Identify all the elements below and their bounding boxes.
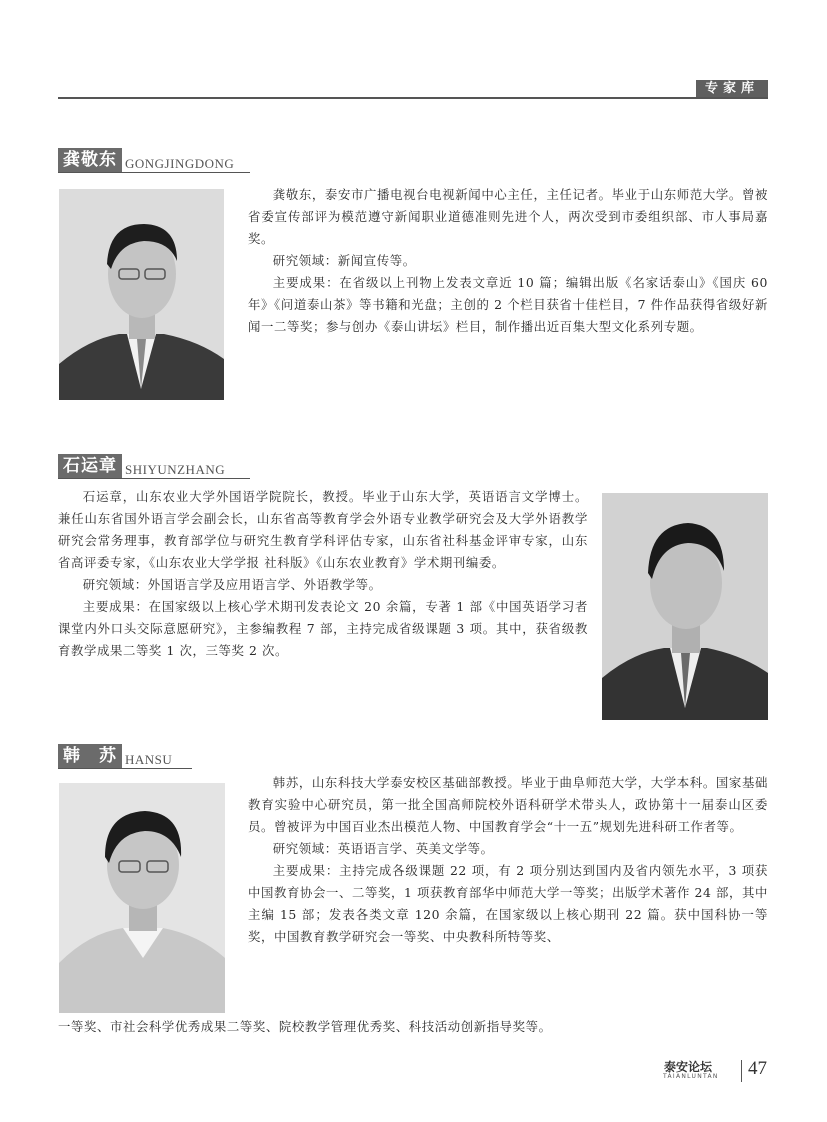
- expert-3-heading: [58, 744, 192, 769]
- expert-1-heading: [58, 148, 250, 173]
- expert-3-bio-continued: [58, 1016, 768, 1038]
- footer-divider: [741, 1060, 742, 1082]
- expert-1-pinyin: GONGJINGDONG: [125, 156, 235, 171]
- expert-1-bio: [248, 184, 768, 338]
- expert-3-pinyin: HANSU: [125, 752, 173, 767]
- expert-2-bio-paragraph: 石运章，山东农业大学外国语学院院长，教授。毕业于山东大学，英语语言文学博士。兼任山东省国外语言学会副会长，山东省高等教育学会外语专业教学研究会及大学外语教学研究会常务理事，教育部学位与研究生教育学科评估专家，山东省社科基金评审专家，山东省高评委专家，《山东农业大学学报 社科版》《山东农业教育》学术期刊编委。: [58, 489, 588, 570]
- expert-1-research-field: 研究领域：新闻宣传等。: [272, 253, 416, 268]
- name-underline: [58, 768, 192, 769]
- expert-2-achievements: 主要成果：在国家级以上核心学术期刊发表论文 20 余篇，专著 1 部《中国英语学习者课堂内外口头交际意愿研究》，主参编教程 7 部，主持完成省级课题 3 项。其中，获省级教育教学成果二等奖 1 次，三等奖 2 次。: [58, 599, 588, 658]
- page-number: 47: [748, 1058, 767, 1079]
- expert-2-research-field: 研究领域：外国语言学及应用语言学、外语教学等。: [82, 577, 382, 592]
- expert-1-portrait-photo: [59, 189, 224, 400]
- expert-3-achievements-continued: 一等奖、市社会科学优秀成果二等奖、院校教学管理优秀奖、科技活动创新指导奖等。: [58, 1019, 552, 1034]
- expert-2-name: 石运章: [58, 454, 122, 478]
- name-underline: [58, 172, 250, 173]
- expert-3-name: 韩 苏: [58, 744, 122, 768]
- expert-2-portrait-photo: [602, 493, 768, 720]
- expert-3-bio: [248, 772, 768, 948]
- name-underline: [58, 478, 250, 479]
- expert-2-bio: [58, 486, 588, 662]
- expert-1-name: 龚敬东: [58, 148, 122, 172]
- expert-3-research-field: 研究领域：英语语言学、英美文学等。: [272, 841, 494, 856]
- journal-brand-pinyin: TAIANLUNTAN: [663, 1073, 719, 1080]
- expert-3-bio-paragraph: 韩苏，山东科技大学泰安校区基础部教授。毕业于曲阜师范大学，大学本科。国家基础教育实验中心研究员，第一批全国高师院校外语科研学术带头人，政协第十一届泰山区委员。曾被评为中国百业杰出模范人物、中国教育学会“十一五”规划先进科研工作者等。: [248, 775, 768, 834]
- header-rule: [58, 97, 768, 99]
- expert-1-achievements: 主要成果：在省级以上刊物上发表文章近 10 篇；编辑出版《名家话泰山》《国庆 60 年》《问道泰山茶》等书籍和光盘；主创的 2 个栏目获省十佳栏目，7 件作品获得省级好新闻一二等奖；参与创办《泰山讲坛》栏目，制作播出近百集大型文化系列专题。: [248, 275, 768, 334]
- journal-brand: 泰安论坛: [664, 1060, 713, 1074]
- expert-3-achievements: 主要成果：主持完成各级课题 22 项，有 2 项分别达到国内及省内领先水平，3 项获中国教育协会一、二等奖，1 项获教育部华中师范大学一等奖；出版学术著作 24 部，其中主编 15 部；发表各类文章 120 余篇，在国家级以上核心期刊 22 篇。获中国科协一等奖，中国教育教学研究会一等奖、中央教科所特等奖、: [248, 863, 768, 944]
- expert-1-bio-paragraph: 龚敬东，泰安市广播电视台电视新闻中心主任，主任记者。毕业于山东师范大学。曾被省委宣传部评为模范遵守新闻职业道德准则先进个人，两次受到市委组织部、市人事局嘉奖。: [248, 187, 768, 246]
- expert-2-pinyin: SHIYUNZHANG: [125, 462, 226, 477]
- expert-3-portrait-photo: [59, 783, 225, 1013]
- section-label: 专家库: [696, 80, 768, 98]
- expert-2-heading: [58, 454, 250, 479]
